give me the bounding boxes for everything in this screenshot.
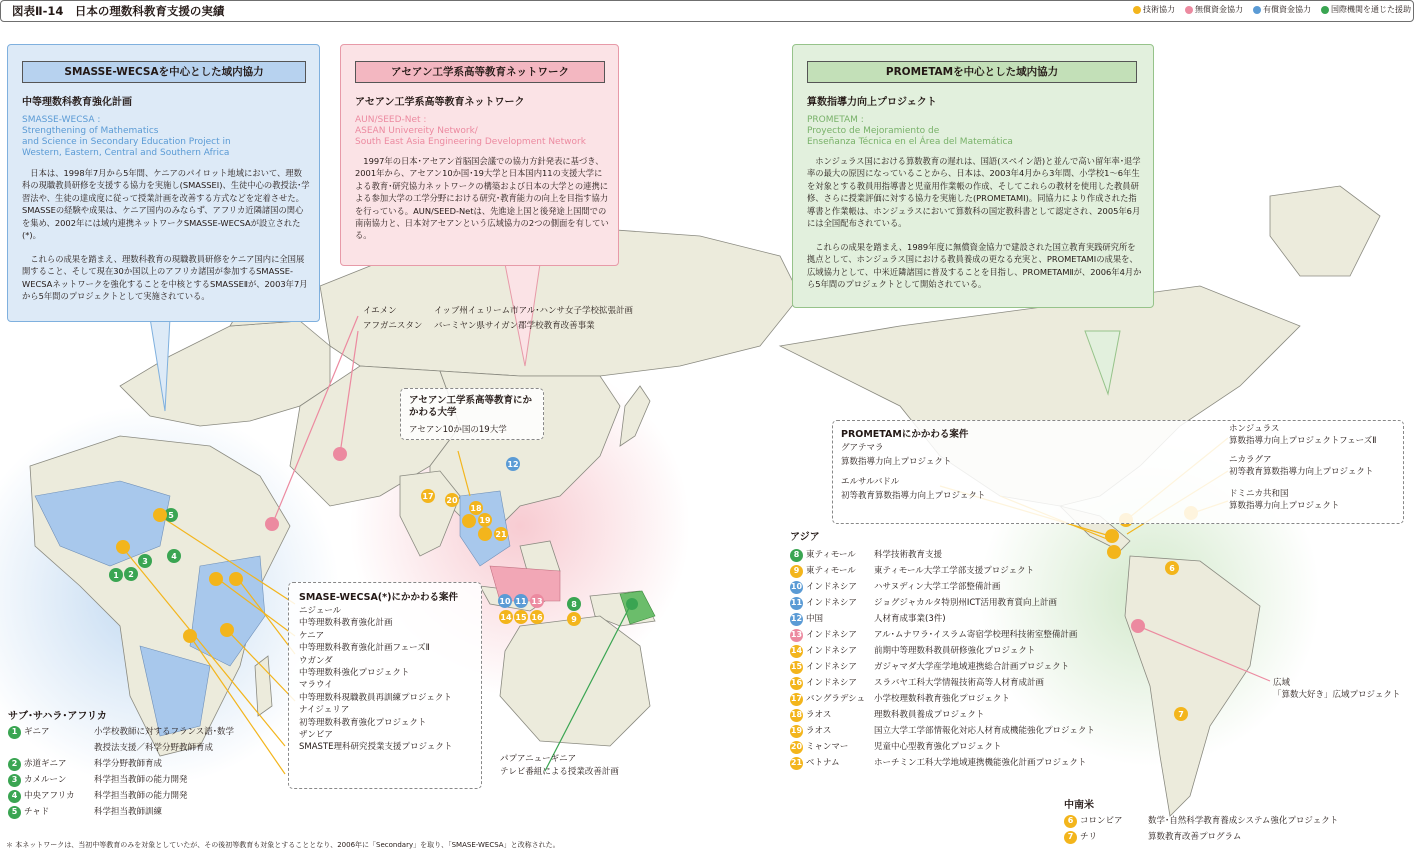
asean-subtitle: アセアン工学系高等教育ネットワーク bbox=[355, 97, 525, 108]
regional-project: 「算数大好き」広域プロジェクト bbox=[1273, 690, 1401, 700]
prometam-cases-box bbox=[832, 420, 1404, 524]
list-item: 3 カメルーン 科学担当教師の能力開発 bbox=[8, 772, 234, 788]
number-badge-icon: 5 bbox=[8, 806, 21, 819]
list-item: 教授法支援／科学分野教師育成 bbox=[94, 742, 214, 753]
number-badge-icon: 4 bbox=[8, 790, 21, 803]
asean-header: アセアン工学系高等教育ネットワーク bbox=[355, 61, 605, 83]
list-item: 18 ラオス 理数科教員養成プロジェクト bbox=[790, 709, 985, 720]
marker-15: 15 bbox=[515, 613, 527, 622]
asia-title: アジア bbox=[790, 532, 820, 543]
list-item: 20 ミャンマー 児童中心型教育強化プロジェクト bbox=[790, 741, 1002, 752]
png-country: パプアニューギニア bbox=[500, 754, 577, 764]
list-item: 8 東ティモール 科学技術教育支援 bbox=[790, 547, 1095, 563]
marker-11: 11 bbox=[515, 597, 527, 606]
legend-dot-icon bbox=[1133, 6, 1141, 14]
yemen-project: イッブ州イェリーム市アル･ハンサ女子学校拡張計画 bbox=[434, 306, 634, 316]
prometam-body-2: これらの成果を踏まえ、1989年度に無償資金協力で建設された国立教育実践研究所を拠点として、ホンジュラス国における教員養成の更なる充実と、PROMETAMⅠの成果を、広域協力として、中米近隣諸国に普及することを目指し、PROMETAMⅡが、2006年4月から5年間のプロジェクトとして開始されている。 bbox=[807, 242, 1142, 290]
dominican-project: 算数指導力向上プロジェクト bbox=[1229, 501, 1340, 511]
number-badge-icon: 1 bbox=[8, 726, 21, 739]
smase-cases-title: SMASE-WECSA(*)にかかわる案件 bbox=[299, 592, 458, 603]
list-item: ニジェール 中等理数科教育強化計画 bbox=[299, 606, 393, 629]
elsalvador-country: エルサルバドル bbox=[841, 477, 900, 487]
marker-13: 13 bbox=[531, 597, 543, 606]
number-badge-icon: 10 bbox=[790, 581, 803, 594]
marker-21: 21 bbox=[495, 530, 507, 539]
list-item: 10 インドネシア ハサヌディン大学工学部整備計画 bbox=[790, 581, 1001, 592]
elsalvador-project: 初等教育算数指導力向上プロジェクト bbox=[841, 491, 986, 501]
list-item: 21 ベトナム ホーチミン工科大学地域連携機能強化計画プロジェクト bbox=[790, 757, 1087, 768]
list-item: マラウイ 中等理数科現職教員再訓練プロジェクト bbox=[299, 680, 452, 703]
list-item: ウガンダ 中等理数科強化プロジェクト bbox=[299, 655, 410, 679]
asean-info-box bbox=[340, 44, 619, 266]
marker-20: 20 bbox=[446, 496, 458, 505]
smase-cases-box bbox=[288, 582, 482, 789]
yemen-country: イエメン bbox=[363, 306, 397, 316]
list-item: 7 チリ 算数教育改善プログラム bbox=[1064, 829, 1338, 845]
legend bbox=[1133, 4, 1411, 15]
title-bar bbox=[0, 0, 1414, 22]
smasse-en-4: Western, Eastern, Central and Southern Africa bbox=[22, 148, 230, 158]
asean-en-1: AUN/SEED-Net : bbox=[355, 115, 427, 125]
list-item: 6 コロンビア 数学･自然科学教育養成システム強化プロジェクト bbox=[1064, 813, 1338, 829]
honduras-project: 算数指導力向上プロジェクトフェーズⅡ bbox=[1229, 436, 1377, 446]
asean-body: 1997年の日本･アセアン首脳国会議での協力方針発表に基づき、2001年から、アセアン10か国･19大学と日本国内11の支援大学による教育･研究協力ネットワークの構築および日本の大学との連携による参加大学の工学分野における研究･教育能力の向上を目指す協力を行っている。AUN/SEED-Netは、先進途上国と後発途上国間での南南協力と、日本対アセアンという広域協力の2つの側面を有している。 bbox=[355, 156, 609, 241]
nicaragua-country: ニカラグア bbox=[1229, 455, 1272, 465]
prometam-body-1: ホンジュラス国における算数教育の遅れは、国語(スペイン語)と並んで高い留年率･退学率の最大の原因になっていることから、日本は、2003年4月から3年間、小学校1～6年生を対象とする教員用指導書と児童用作業帳の作成、そしてこれらの教材を使用した教員研修、さらに授業評価に対する協力を実施した(PROMETAMⅠ)。同協力により作成された指導書と作業帳は、ホンジュラスにおいて算数科の国定教科書として認定され、2005年6月には全国配布されている。 bbox=[807, 156, 1141, 229]
list-item: 5 チャド 科学担当教師訓練 bbox=[8, 804, 234, 820]
subsaharan-title: サブ･サハラ･アフリカ bbox=[8, 711, 107, 722]
smasse-body-2: これらの成果を踏まえ、理数科教育の現職教員研修をケニア国内に全国展開すること、そして現在30か国以上のアフリカ諸国が参加するSMASSE-WECSAネットワークを強化することを中核とするSMASSEⅡが、2003年7月から5年間のプロジェクトとして実施されている。 bbox=[22, 254, 308, 302]
smasse-en-3: and Science in Secondary Education Project in bbox=[22, 137, 231, 147]
png-project: テレビ番組による授業改善計画 bbox=[500, 767, 619, 777]
legend-dot-icon bbox=[1253, 6, 1261, 14]
number-badge-icon: 12 bbox=[790, 613, 803, 626]
marker-17: 17 bbox=[422, 492, 434, 501]
list-item: 19 ラオス 国立大学工学部情報化対応人材育成機能強化プロジェクト bbox=[790, 725, 1095, 736]
marker-3: 3 bbox=[142, 557, 148, 566]
number-badge-icon: 14 bbox=[790, 645, 803, 658]
list-item: 9 東ティモール 東ティモール大学工学部支援プロジェクト bbox=[790, 563, 1095, 579]
number-badge-icon: 13 bbox=[790, 629, 803, 642]
list-item: 16 インドネシア スラバヤ工科大学情報技術高等人材育成計画 bbox=[790, 677, 1045, 688]
number-badge-icon: 15 bbox=[790, 661, 803, 674]
marker-5: 5 bbox=[168, 511, 174, 520]
list-item: 1 ギニア 小学校教師に対するフランス語･数学 bbox=[8, 724, 234, 740]
regional-label: 広域 bbox=[1273, 678, 1291, 688]
aun-universities-title: アセアン工学系高等教育にかかわる大学 bbox=[409, 395, 533, 418]
number-badge-icon: 2 bbox=[8, 758, 21, 771]
number-badge-icon: 11 bbox=[790, 597, 803, 610]
number-badge-icon: 21 bbox=[790, 757, 803, 770]
marker-9: 9 bbox=[571, 615, 577, 624]
prometam-info-box bbox=[792, 44, 1154, 308]
aun-universities-body: アセアン10か国の19大学 bbox=[409, 425, 507, 435]
list-item: 14 インドネシア 前期中等理数科教員研修強化プロジェクト bbox=[790, 645, 1036, 656]
smasse-en-2: Strengthening of Mathematics bbox=[22, 126, 159, 136]
smasse-info-box bbox=[7, 44, 320, 322]
number-badge-icon: 18 bbox=[790, 709, 803, 722]
list-item: 2 赤道ギニア 科学分野教師育成 bbox=[8, 756, 234, 772]
list-item: 12 中国 人材育成事業(3件) bbox=[790, 613, 946, 624]
number-badge-icon: 9 bbox=[790, 565, 803, 578]
prometam-en-3: Enseñanza Técnica en el Área del Matemática bbox=[807, 137, 1013, 147]
europe-land bbox=[120, 321, 330, 426]
number-badge-icon: 20 bbox=[790, 741, 803, 754]
asia-list bbox=[790, 547, 1095, 771]
afghanistan-project: バーミヤン県サイガン郡学校教育改善事業 bbox=[434, 321, 595, 331]
smasse-en-1: SMASSE-WECSA : bbox=[22, 115, 101, 125]
list-item: ケニア 中等理数科教育強化計画フェーズⅡ bbox=[299, 630, 430, 654]
marker-4: 4 bbox=[171, 552, 177, 561]
guatemala-country: グアテマラ bbox=[841, 443, 884, 453]
asean-en-2: ASEAN Univereity Network/ bbox=[355, 126, 478, 136]
legend-item-loan: 有償資金協力 bbox=[1253, 4, 1311, 15]
marker-18: 18 bbox=[470, 504, 482, 513]
honduras-country: ホンジュラス bbox=[1229, 424, 1280, 434]
prometam-en-1: PROMETAM : bbox=[807, 115, 864, 125]
smase-cases-list bbox=[299, 605, 452, 754]
legend-item-technical: 技術協力 bbox=[1133, 4, 1175, 15]
legend-dot-icon bbox=[1321, 6, 1329, 14]
subsaharan-list bbox=[8, 724, 234, 820]
aun-universities-box bbox=[400, 388, 544, 440]
number-badge-icon: 8 bbox=[790, 549, 803, 562]
latam-list bbox=[1064, 813, 1338, 845]
marker-19: 19 bbox=[479, 516, 491, 525]
number-badge-icon: 17 bbox=[790, 693, 803, 706]
number-badge-icon: 7 bbox=[1064, 831, 1077, 844]
number-badge-icon: 6 bbox=[1064, 815, 1077, 828]
marker-8: 8 bbox=[571, 600, 577, 609]
afghanistan-country: アフガニスタン bbox=[363, 321, 423, 331]
legend-item-intl: 国際機関を通じた援助 bbox=[1321, 4, 1411, 15]
prometam-subtitle: 算数指導力向上プロジェクト bbox=[807, 97, 937, 108]
prometam-header: PROMETAMを中心とした域内協力 bbox=[807, 61, 1137, 83]
list-item: ザンビア SMASTE理科研究授業支援プロジェクト bbox=[299, 730, 453, 753]
legend-item-grant: 無償資金協力 bbox=[1185, 4, 1243, 15]
latam-title: 中南米 bbox=[1064, 800, 1094, 811]
footnote: ＊ 本ネットワークは、当初中等教育のみを対象としていたが、その後初等教育も対象とすることとなり、2006年に「Secondary」を取り、「SMASE-WECSA」と改称された。 bbox=[6, 841, 560, 849]
guatemala-project: 算数指導力向上プロジェクト bbox=[841, 457, 952, 467]
prometam-en-2: Proyecto de Mejoramiento de bbox=[807, 126, 940, 136]
greenland-land bbox=[1270, 186, 1380, 276]
smasse-header: SMASSE-WECSAを中心とした域内協力 bbox=[22, 61, 306, 83]
number-badge-icon: 3 bbox=[8, 774, 21, 787]
number-badge-icon: 19 bbox=[790, 725, 803, 738]
smasse-subtitle: 中等理数科教育強化計画 bbox=[22, 97, 132, 108]
marker-2: 2 bbox=[128, 570, 134, 579]
list-item: 13 インドネシア アル･ムナワラ･イスラム寄宿学校理科技術室整備計画 bbox=[790, 629, 1078, 640]
prometam-cases-title: PROMETAMにかかわる案件 bbox=[841, 429, 969, 440]
list-item: 11 インドネシア ジョグジャカルタ特別州ICT活用教育質向上計画 bbox=[790, 597, 1057, 608]
list-item: 17 バングラデシュ 小学校理数科教育強化プロジェクト bbox=[790, 693, 1010, 704]
list-item: 4 中央アフリカ 科学担当教師の能力開発 bbox=[8, 788, 234, 804]
marker-6: 6 bbox=[1169, 564, 1175, 573]
marker-12: 12 bbox=[507, 460, 519, 469]
figure-title: 図表Ⅱ-14 日本の理数科教育支援の実績 bbox=[12, 4, 225, 18]
marker-7: 7 bbox=[1178, 710, 1184, 719]
marker-1: 1 bbox=[113, 571, 119, 580]
marker-16: 16 bbox=[531, 613, 543, 622]
marker-10: 10 bbox=[499, 597, 511, 606]
list-item: 15 インドネシア ガジャマダ大学産学地域連携総合計画プロジェクト bbox=[790, 661, 1070, 672]
nicaragua-project: 初等教育算数指導力向上プロジェクト bbox=[1229, 467, 1374, 477]
number-badge-icon: 16 bbox=[790, 677, 803, 690]
smasse-body-1: 日本は、1998年7月から5年間、ケニアのパイロット地域において、理数科の現職教員研修を支援する協力を実施し(SMASSEⅠ)、生徒中心の教授法･学習法や、生徒の達成度に従って授業計画を改善する方式などを定着させた。SMASSEの経験や成果は、ケニア国内のみならず、アフリカ近隣諸国の関心を集め、2002年には域内連携ネットワークSMASSE-WECSAが設立された(*)。 bbox=[22, 168, 310, 241]
dominican-country: ドミニカ共和国 bbox=[1229, 489, 1289, 499]
legend-dot-icon bbox=[1185, 6, 1193, 14]
asean-en-3: South East Asia Engineering Development Network bbox=[355, 137, 586, 147]
list-item: ナイジェリア 初等理数科教育強化プロジェクト bbox=[299, 705, 427, 728]
marker-14: 14 bbox=[500, 613, 512, 622]
